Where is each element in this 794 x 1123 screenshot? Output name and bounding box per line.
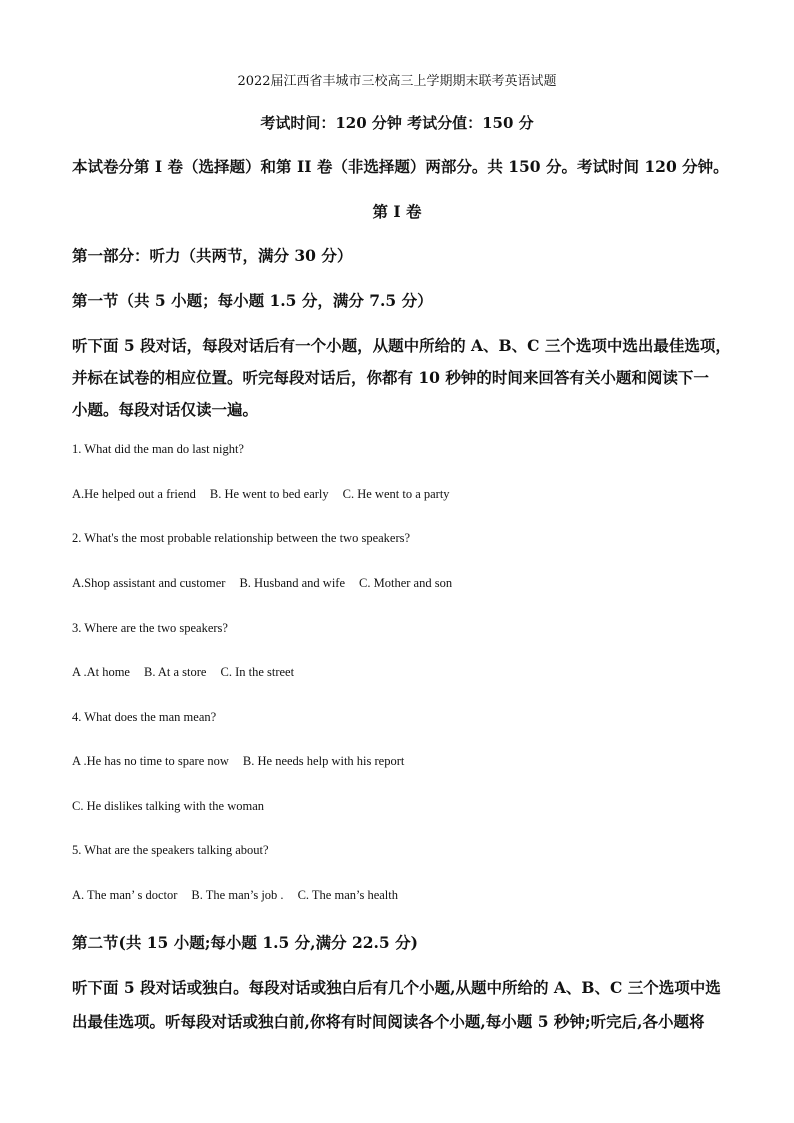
question-2-options [72, 576, 466, 591]
part1-title: 第一部分：听力（共两节，满分 30 分） [72, 246, 353, 265]
option-b: B. At a store [143, 665, 207, 679]
option-a: A. The man’ s doctor [72, 888, 178, 902]
section1-instruction-line: 并标在试卷的相应位置。听完每段对话后，你都有 10 秒钟的时间来回答有关小题和阅读下一 [72, 368, 709, 387]
option-c: C. The man’s health [297, 888, 399, 902]
section2-instruction-line: 听下面 5 段对话或独白。每段对话或独白后有几个小题,从题中所给的 A、B、C 三个选项中选 [72, 978, 721, 997]
option-a: A .He has no time to spare now [72, 754, 229, 768]
option-c: C. In the street [220, 665, 295, 679]
option-b: B. He went to bed early [209, 487, 329, 501]
section2-title: 第二节(共 15 小题;每小题 1.5 分,满分 22.5 分) [72, 933, 418, 952]
option-b: B. Husband and wife [239, 576, 346, 590]
question-4: 4. What does the man mean? [72, 710, 217, 724]
question-4-option-c: C. He dislikes talking with the woman [72, 799, 264, 813]
question-3-options [72, 665, 308, 680]
exam-info: 考试时间：120 分钟 考试分值：150 分 [260, 114, 534, 132]
question-5: 5. What are the speakers talking about? [72, 843, 269, 857]
option-b: B. The man’s job . [191, 888, 284, 902]
intro-text: 本试卷分第 I 卷（选择题）和第 II 卷（非选择题）两部分。共 150 分。考试时间 120 分钟。 [72, 157, 729, 176]
section1-instruction-line: 听下面 5 段对话，每段对话后有一个小题，从题中所给的 A、B、C 三个选项中选出最佳选项， [72, 336, 731, 355]
section1-title: 第一节（共 5 小题；每小题 1.5 分，满分 7.5 分） [72, 291, 433, 310]
option-c: C. Mother and son [359, 576, 453, 590]
option-a: A .At home [72, 665, 130, 679]
option-a: A.He helped out a friend [72, 487, 196, 501]
option-c: C. He went to a party [342, 487, 450, 501]
option-b: B. He needs help with his report [242, 754, 405, 768]
section1-instruction-line: 小题。每段对话仅读一遍。 [72, 400, 259, 419]
section2-instruction-line: 出最佳选项。听每段对话或独白前,你将有时间阅读各个小题,每小题 5 秒钟;听完后,各小题将 [72, 1012, 705, 1031]
volume-title: 第 I 卷 [372, 202, 422, 221]
question-1-options [72, 487, 464, 502]
question-4-options [72, 754, 418, 769]
question-1: 1. What did the man do last night? [72, 442, 244, 456]
document-title: 2022届江西省丰城市三校高三上学期期末联考英语试题 [237, 74, 557, 89]
question-5-options [72, 888, 412, 903]
question-2: 2. What's the most probable relationship between the two speakers? [72, 531, 411, 545]
question-3: 3. Where are the two speakers? [72, 621, 228, 635]
option-a: A.Shop assistant and customer [72, 576, 226, 590]
